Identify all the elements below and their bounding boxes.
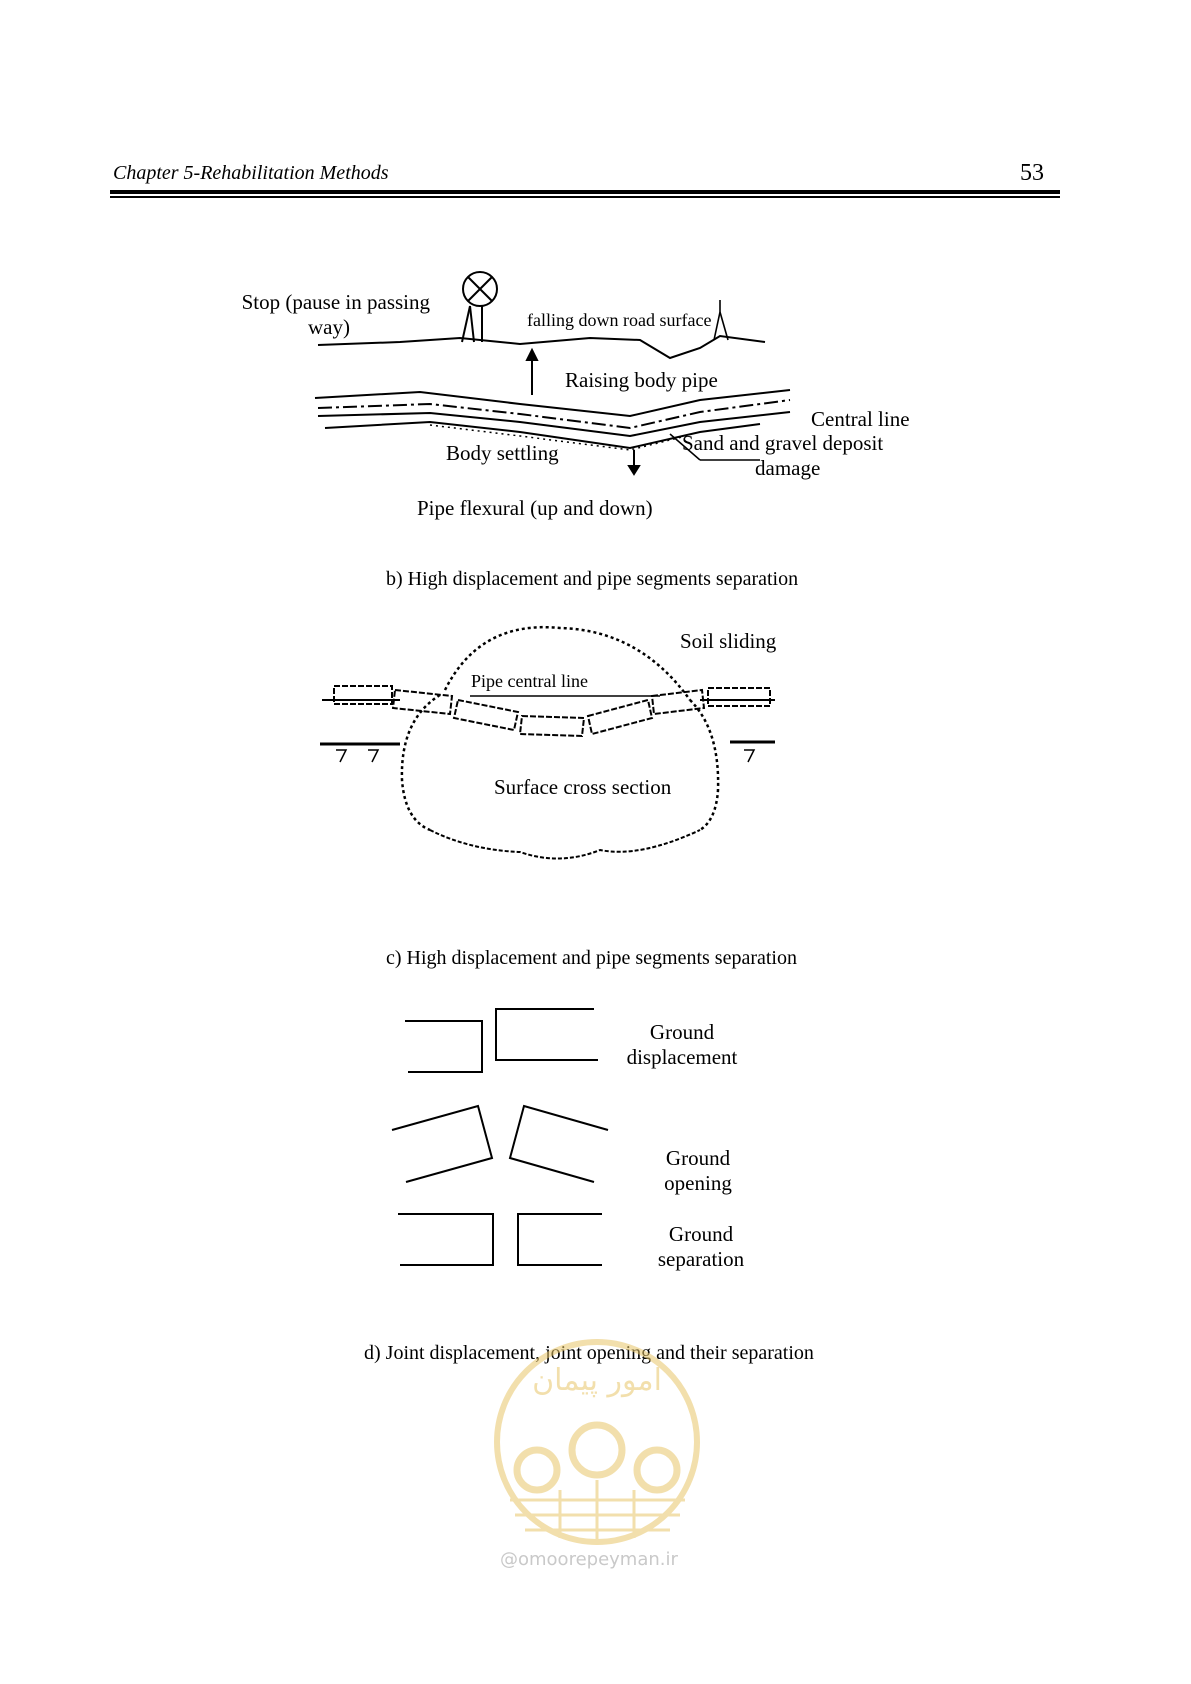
caption-b: b) High displacement and pipe segments separation [386,568,799,590]
label-stop-line1: Stop (pause in passing [241,290,430,314]
label-body-settling: Body settling [446,441,559,465]
chapter-title: Chapter 5-Rehabilitation Methods [113,162,389,184]
caption-d: d) Joint displacement, joint opening and their separation [364,1342,814,1364]
label-raising-pipe: Raising body pipe [565,368,718,392]
label-sand-gravel: Sand and gravel deposit [682,431,884,455]
label-soil-sliding: Soil sliding [680,629,777,653]
label-ground-opening-1: Ground [665,1146,731,1170]
caption-c: c) High displacement and pipe segments separation [386,947,797,969]
label-ground-displacement-2: displacement [626,1045,738,1069]
watermark-logo-text: امور پیمان [532,1363,662,1398]
label-ground-opening-2: opening [664,1171,732,1195]
label-pipe-central-line: Pipe central line [471,671,588,691]
page-number: 53 [1020,160,1044,186]
label-damage: damage [755,456,821,480]
label-ground-separation-2: separation [657,1247,745,1271]
label-central-line: Central line [811,407,910,431]
label-surface-cross-section: Surface cross section [494,775,672,799]
label-stop-line2: way) [308,315,350,339]
label-ground-separation-1: Ground [668,1222,734,1246]
label-falling-road: falling down road surface [527,310,712,330]
watermark-url: @omoorepeyman.ir [500,1549,678,1570]
label-ground-displacement-1: Ground [649,1020,715,1044]
label-pipe-flexural: Pipe flexural (up and down) [417,496,653,520]
